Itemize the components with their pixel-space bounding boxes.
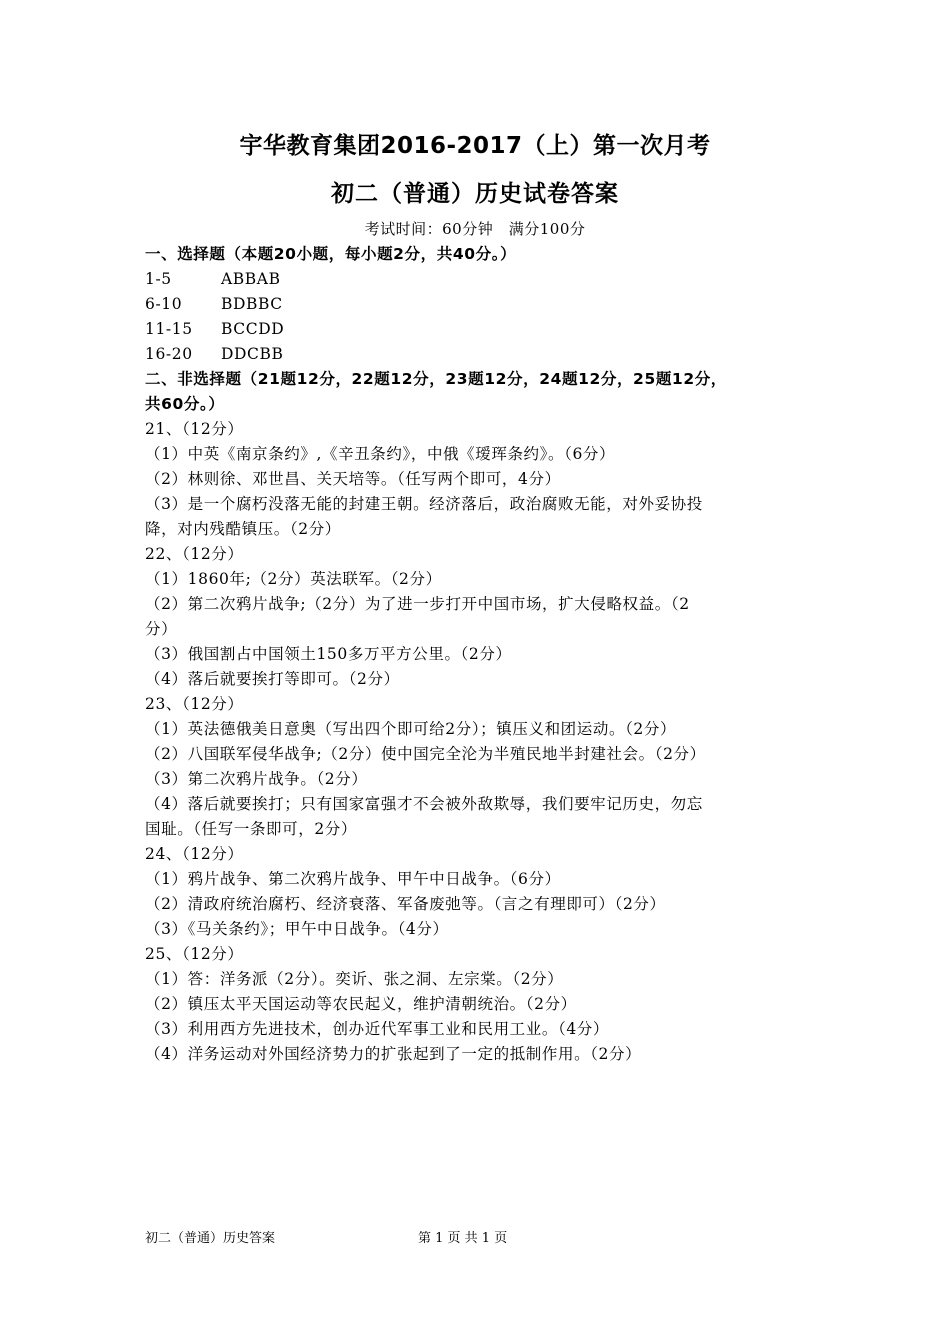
footer-page-number: 第 1 页 共 1 页: [418, 1231, 508, 1246]
answer-line: （1）答：洋务派（2分）。奕䜣、张之洞、左宗棠。（2分）: [145, 970, 564, 988]
question-title: 23、（12分）: [145, 695, 244, 713]
mc-answers: BCCDD: [221, 320, 285, 338]
answer-line: （2）清政府统治腐朽、经济衰落、军备废弛等。（言之有理即可）（2分）: [145, 895, 666, 913]
mc-range: 6-10: [145, 295, 183, 313]
document-title: 宇华教育集团2016-2017（上）第一次月考: [239, 133, 711, 159]
answer-line: （1）中英《南京条约》,《辛丑条约》，中俄《瑷珲条约》。（6分）: [145, 445, 616, 463]
question-title: 22、（12分）: [145, 545, 244, 563]
mc-row: [145, 342, 815, 367]
answer-line: （4）落后就要挨打等即可。（2分）: [145, 670, 400, 688]
answer-line: （2）八国联军侵华战争;（2分）使中国完全沦为半殖民地半封建社会。（2分）: [145, 745, 706, 763]
section2-heading-line1: 二、非选择题（21题12分，22题12分，23题12分，24题12分，25题12分，: [145, 370, 727, 388]
answer-line: （2）第二次鸦片战争;（2分）为了进一步打开中国市场，扩大侵略权益。（2: [145, 595, 690, 613]
mc-answers: DDCBB: [221, 345, 284, 363]
answer-line: （2）林则徐、邓世昌、关天培等。（任写两个即可，4分）: [145, 470, 561, 488]
answer-line: （3）是一个腐朽没落无能的封建王朝。经济落后，政治腐败无能，对外妥协投: [145, 495, 703, 513]
answer-line: （1）鸦片战争、第二次鸦片战争、甲午中日战争。（6分）: [145, 870, 561, 888]
footer-doc-name: 初二（普通）历史答案: [145, 1231, 276, 1246]
answer-line: （3）利用西方先进技术，创办近代军事工业和民用工业。（4分）: [145, 1020, 609, 1038]
answer-line: （2）镇压太平天国运动等农民起义，维护清朝统治。（2分）: [145, 995, 577, 1013]
answer-line: 国耻。（任写一条即可，2分）: [145, 820, 358, 838]
answer-line: （4）落后就要挨打；只有国家富强才不会被外敌欺辱，我们要牢记历史，勿忘: [145, 795, 703, 813]
answer-line: （3）俄国割占中国领土150多万平方公里。（2分）: [145, 645, 512, 663]
mc-range: 11-15: [145, 320, 193, 338]
mc-row: [145, 317, 815, 342]
question-title: 21、（12分）: [145, 420, 244, 438]
answer-line: （3）《马关条约》；甲午中日战争。（4分）: [145, 920, 449, 938]
question-title: 25、（12分）: [145, 945, 244, 963]
mc-range: 16-20: [145, 345, 193, 363]
answer-line: （1）1860年;（2分）英法联军。（2分）: [145, 570, 442, 588]
mc-answers: ABBAB: [221, 270, 281, 288]
mc-range: 1-5: [145, 270, 172, 288]
answer-line: 降，对内残酷镇压。（2分）: [145, 520, 341, 538]
mc-answers: BDBBC: [221, 295, 283, 313]
answer-line: （3）第二次鸦片战争。（2分）: [145, 770, 368, 788]
answer-line: （1）英法德俄美日意奥（写出四个即可给2分）；镇压义和团运动。（2分）: [145, 720, 677, 738]
exam-info: 考试时间：60分钟 满分100分: [364, 220, 586, 238]
mc-row: [145, 267, 815, 292]
section1-heading: 一、选择题（本题20小题，每小题2分，共40分。）: [145, 245, 517, 263]
answer-line: （4）洋务运动对外国经济势力的扩张起到了一定的抵制作用。（2分）: [145, 1045, 642, 1063]
question-title: 24、（12分）: [145, 845, 244, 863]
answer-body: [145, 242, 815, 1067]
mc-row: [145, 292, 815, 317]
section2-heading-line2: 共60分。）: [145, 395, 225, 413]
document-subtitle: 初二（普通）历史试卷答案: [331, 181, 619, 207]
answer-line: 分）: [145, 620, 178, 638]
